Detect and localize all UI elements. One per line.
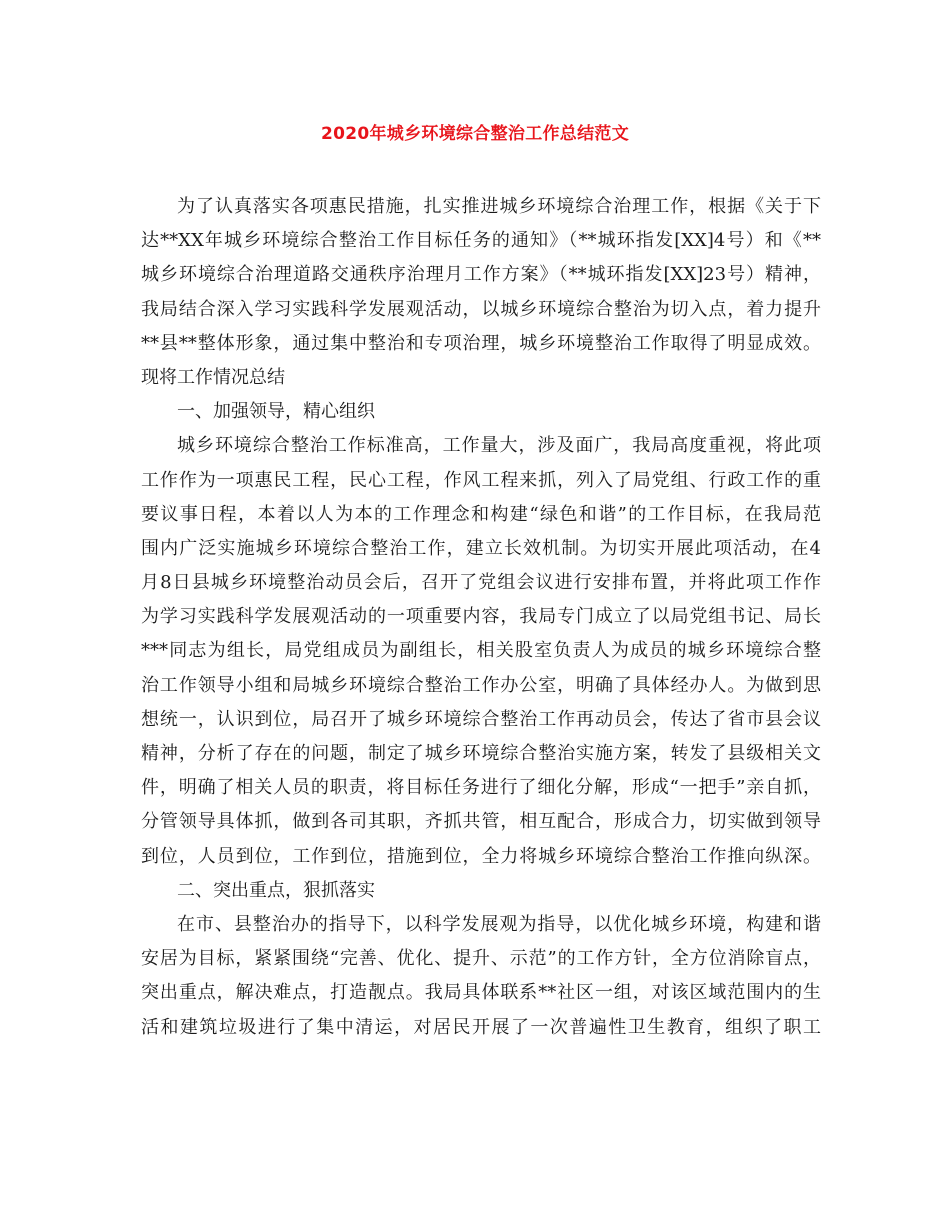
paragraph-line: 要议事日程，本着以人为本的工作理念和构建“绿色和谐”的工作目标，在我局范 (141, 503, 821, 525)
document-body (141, 190, 821, 1045)
paragraph-line: 我局结合深入学习实践科学发展观活动，以城乡环境综合整治为切入点，着力提升 (141, 298, 821, 320)
paragraph-line: 到位，人员到位，工作到位，措施到位，全力将城乡环境综合整治工作推向纵深。 (141, 845, 821, 867)
paragraph-line: 突出重点，解决难点，打造靓点。我局具体联系**社区一组，对该区域范围内的生 (141, 982, 821, 1004)
paragraph-line: 达**XX年城乡环境综合整治工作目标任务的通知》（**城环指发[XX]4号）和《** (141, 230, 821, 252)
paragraph-line: 城乡环境综合治理道路交通秩序治理月工作方案》（**城环指发[XX]23号）精神， (141, 264, 821, 286)
section-heading: 二、突出重点，狠抓落实 (177, 879, 375, 901)
paragraph-line: 月8日县城乡环境整治动员会后，召开了党组会议进行安排布置，并将此项工作作 (141, 572, 821, 594)
paragraph-line: 想统一，认识到位，局召开了城乡环境综合整治工作再动员会，传达了省市县会议 (141, 708, 821, 730)
paragraph-line: 分管领导具体抓，做到各司其职，齐抓共管，相互配合，形成合力，切实做到领导 (141, 811, 821, 833)
paragraph-line: 为了认真落实各项惠民措施，扎实推进城乡环境综合治理工作，根据《关于下 (177, 196, 821, 217)
paragraph-line: 工作作为一项惠民工程，民心工程，作风工程来抓，列入了局党组、行政工作的重 (141, 469, 821, 491)
paragraph-line: 城乡环境综合整治工作标准高，工作量大，涉及面广，我局高度重视，将此项 (177, 435, 821, 457)
paragraph-line: 安居为目标，紧紧围绕“完善、优化、提升、示范”的工作方针，全方位消除盲点， (141, 948, 821, 970)
paragraph-line: ***同志为组长，局党组成员为副组长，相关股室负责人为成员的城乡环境综合整 (141, 640, 821, 662)
paragraph-line: **县**整体形象，通过集中整治和专项治理，城乡环境整治工作取得了明显成效。 (141, 332, 821, 354)
paragraph-line: 现将工作情况总结 (141, 366, 285, 388)
paragraph-line: 件，明确了相关人员的职责，将目标任务进行了细化分解，形成“一把手”亲自抓， (141, 777, 821, 799)
paragraph-line: 活和建筑垃圾进行了集中清运，对居民开展了一次普遍性卫生教育，组织了职工 (141, 1016, 821, 1038)
paragraph-line: 为学习实践科学发展观活动的一项重要内容，我局专门成立了以局党组书记、局长 (141, 606, 821, 628)
paragraph-line: 精神，分析了存在的问题，制定了城乡环境综合整治实施方案，转发了县级相关文 (141, 743, 821, 764)
paragraph-line: 围内广泛实施城乡环境综合整治工作，建立长效机制。为切实开展此项活动，在4 (141, 537, 821, 559)
paragraph-line: 治工作领导小组和局城乡环境综合整治工作办公室，明确了具体经办人。为做到思 (141, 674, 821, 696)
paragraph-line: 在市、县整治办的指导下，以科学发展观为指导，以优化城乡环境，构建和谐 (177, 913, 821, 935)
section-heading: 一、加强领导，精心组织 (177, 401, 375, 423)
document-title: 2020年城乡环境综合整治工作总结范文 (320, 124, 629, 144)
